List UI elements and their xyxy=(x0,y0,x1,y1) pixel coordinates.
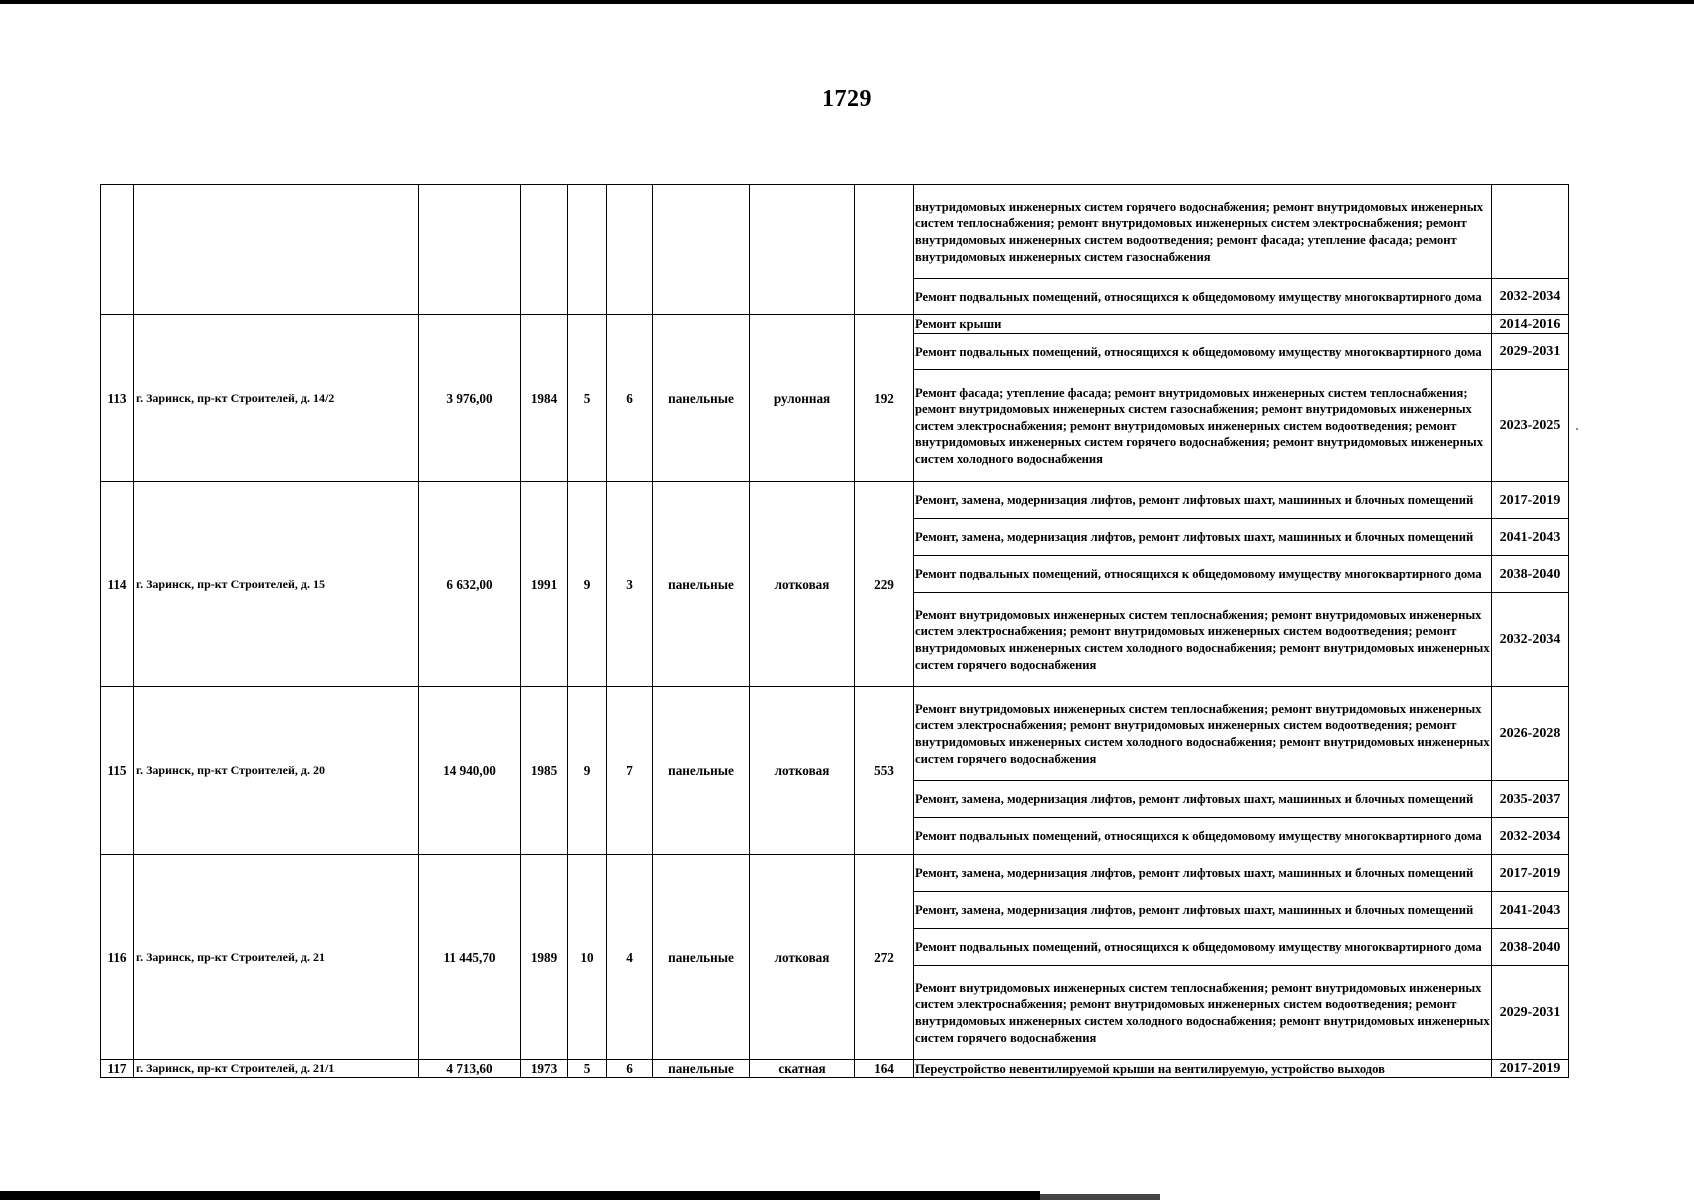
residents-cell: 553 xyxy=(855,687,914,855)
period-cell: 2041-2043 xyxy=(1492,519,1569,556)
table-row xyxy=(101,687,1569,781)
row-number-cell: 116 xyxy=(101,855,134,1060)
address-cell: г. Заринск, пр-кт Строителей, д. 20 xyxy=(134,687,419,855)
work-cell: Ремонт подвальных помещений, относящихся к общедомовому имуществу многоквартирного дома xyxy=(914,334,1492,370)
work-cell: внутридомовых инженерных систем горячего водоснабжения; ремонт внутридомовых инженерных систем теплоснабжения; ремонт внутридомовых инженерных систем электроснабжения; ремонт внутридомовых инженерных систем водоотведения; ремонт фасада; утепление фасада; ремонт внутридомовых инженерных систем газоснабжения xyxy=(914,185,1492,279)
scan-edge-bottom xyxy=(0,1191,1040,1200)
scan-edge-top xyxy=(0,0,1694,4)
work-cell: Ремонт, замена, модернизация лифтов, ремонт лифтовых шахт, машинных и блочных помещений xyxy=(914,781,1492,818)
row-number-cell: 113 xyxy=(101,315,134,482)
row-number-cell: 117 xyxy=(101,1060,134,1078)
address-cell: г. Заринск, пр-кт Строителей, д. 21/1 xyxy=(134,1060,419,1078)
residents-cell: 229 xyxy=(855,482,914,687)
work-cell: Ремонт подвальных помещений, относящихся к общедомовому имуществу многоквартирного дома xyxy=(914,818,1492,855)
period-cell: 2038-2040 xyxy=(1492,556,1569,593)
work-cell: Ремонт, замена, модернизация лифтов, ремонт лифтовых шахт, машинных и блочных помещений xyxy=(914,892,1492,929)
work-cell: Ремонт, замена, модернизация лифтов, ремонт лифтовых шахт, машинных и блочных помещений xyxy=(914,855,1492,892)
roof-cell: рулонная xyxy=(750,315,855,482)
period-cell: 2029-2031 xyxy=(1492,966,1569,1060)
year-cell: 1989 xyxy=(521,855,568,1060)
area-cell xyxy=(419,185,521,315)
residents-cell xyxy=(855,185,914,315)
area-cell: 3 976,00 xyxy=(419,315,521,482)
year-cell: 1991 xyxy=(521,482,568,687)
floors-cell: 5 xyxy=(568,315,607,482)
work-cell: Переустройство невентилируемой крыши на вентилируемую, устройство выходов xyxy=(914,1060,1492,1078)
walls-cell: панельные xyxy=(653,855,750,1060)
area-cell: 4 713,60 xyxy=(419,1060,521,1078)
table-row xyxy=(101,855,1569,892)
area-cell: 11 445,70 xyxy=(419,855,521,1060)
year-cell xyxy=(521,185,568,315)
period-cell: 2017-2019 xyxy=(1492,855,1569,892)
period-cell: 2032-2034 xyxy=(1492,593,1569,687)
period-cell: 2017-2019 xyxy=(1492,1060,1569,1078)
row-number-cell: 115 xyxy=(101,687,134,855)
walls-cell: панельные xyxy=(653,482,750,687)
floors-cell: 5 xyxy=(568,1060,607,1078)
work-cell: Ремонт, замена, модернизация лифтов, ремонт лифтовых шахт, машинных и блочных помещений xyxy=(914,519,1492,556)
row-number-cell xyxy=(101,185,134,315)
floors-cell: 9 xyxy=(568,687,607,855)
entrances-cell: 6 xyxy=(607,1060,653,1078)
floors-cell xyxy=(568,185,607,315)
year-cell: 1973 xyxy=(521,1060,568,1078)
period-cell: 2038-2040 xyxy=(1492,929,1569,966)
table-row xyxy=(101,1060,1569,1078)
period-cell: 2023-2025 xyxy=(1492,370,1569,482)
work-cell: Ремонт внутридомовых инженерных систем теплоснабжения; ремонт внутридомовых инженерных систем электроснабжения; ремонт внутридомовых инженерных систем водоотведения; ремонт внутридомовых инженерных систем холодного водоснабжения; ремонт внутридомовых инженерных систем горячего водоснабжения xyxy=(914,593,1492,687)
walls-cell: панельные xyxy=(653,687,750,855)
work-cell: Ремонт фасада; утепление фасада; ремонт внутридомовых инженерных систем теплоснабжения; ремонт внутридомовых инженерных систем газоснабжения; ремонт внутридомовых инженерных систем электроснабжения; ремонт внутридомовых инженерных систем водоотведения; ремонт внутридомовых инженерных систем горячего водоснабжения; ремонт внутридомовых инженерных систем холодного водоснабжения xyxy=(914,370,1492,482)
period-cell: 2026-2028 xyxy=(1492,687,1569,781)
roof-cell: скатная xyxy=(750,1060,855,1078)
period-cell: 2014-2016 xyxy=(1492,315,1569,334)
floors-cell: 10 xyxy=(568,855,607,1060)
walls-cell: панельные xyxy=(653,315,750,482)
roof-cell: лотковая xyxy=(750,855,855,1060)
work-cell: Ремонт подвальных помещений, относящихся к общедомовому имуществу многоквартирного дома xyxy=(914,929,1492,966)
year-cell: 1985 xyxy=(521,687,568,855)
residents-cell: 272 xyxy=(855,855,914,1060)
work-cell: Ремонт крыши xyxy=(914,315,1492,334)
roof-cell: лотковая xyxy=(750,482,855,687)
area-cell: 6 632,00 xyxy=(419,482,521,687)
table-row xyxy=(101,185,1569,279)
table-row xyxy=(101,315,1569,334)
period-cell: 2029-2031 xyxy=(1492,334,1569,370)
table-row xyxy=(101,482,1569,519)
residents-cell: 164 xyxy=(855,1060,914,1078)
period-cell: 2035-2037 xyxy=(1492,781,1569,818)
area-cell: 14 940,00 xyxy=(419,687,521,855)
page-number: 1729 xyxy=(822,86,872,112)
year-cell: 1984 xyxy=(521,315,568,482)
work-cell: Ремонт подвальных помещений, относящихся к общедомовому имуществу многоквартирного дома xyxy=(914,279,1492,315)
period-cell xyxy=(1492,185,1569,279)
row-number-cell: 114 xyxy=(101,482,134,687)
entrances-cell: 7 xyxy=(607,687,653,855)
address-cell xyxy=(134,185,419,315)
entrances-cell: 3 xyxy=(607,482,653,687)
work-cell: Ремонт внутридомовых инженерных систем теплоснабжения; ремонт внутридомовых инженерных систем электроснабжения; ремонт внутридомовых инженерных систем водоотведения; ремонт внутридомовых инженерных систем холодного водоснабжения; ремонт внутридомовых инженерных систем горячего водоснабжения xyxy=(914,687,1492,781)
capital-repair-table xyxy=(100,184,1569,1078)
residents-cell: 192 xyxy=(855,315,914,482)
address-cell: г. Заринск, пр-кт Строителей, д. 15 xyxy=(134,482,419,687)
entrances-cell: 6 xyxy=(607,315,653,482)
scan-speck xyxy=(1576,428,1578,430)
scan-edge-bottom-fade xyxy=(1040,1194,1160,1200)
work-cell: Ремонт, замена, модернизация лифтов, ремонт лифтовых шахт, машинных и блочных помещений xyxy=(914,482,1492,519)
roof-cell: лотковая xyxy=(750,687,855,855)
floors-cell: 9 xyxy=(568,482,607,687)
work-cell: Ремонт внутридомовых инженерных систем теплоснабжения; ремонт внутридомовых инженерных систем электроснабжения; ремонт внутридомовых инженерных систем водоотведения; ремонт внутридомовых инженерных систем холодного водоснабжения; ремонт внутридомовых инженерных систем горячего водоснабжения xyxy=(914,966,1492,1060)
period-cell: 2017-2019 xyxy=(1492,482,1569,519)
period-cell: 2041-2043 xyxy=(1492,892,1569,929)
walls-cell xyxy=(653,185,750,315)
walls-cell: панельные xyxy=(653,1060,750,1078)
entrances-cell: 4 xyxy=(607,855,653,1060)
period-cell: 2032-2034 xyxy=(1492,818,1569,855)
address-cell: г. Заринск, пр-кт Строителей, д. 14/2 xyxy=(134,315,419,482)
roof-cell xyxy=(750,185,855,315)
entrances-cell xyxy=(607,185,653,315)
work-cell: Ремонт подвальных помещений, относящихся к общедомовому имуществу многоквартирного дома xyxy=(914,556,1492,593)
period-cell: 2032-2034 xyxy=(1492,279,1569,315)
address-cell: г. Заринск, пр-кт Строителей, д. 21 xyxy=(134,855,419,1060)
